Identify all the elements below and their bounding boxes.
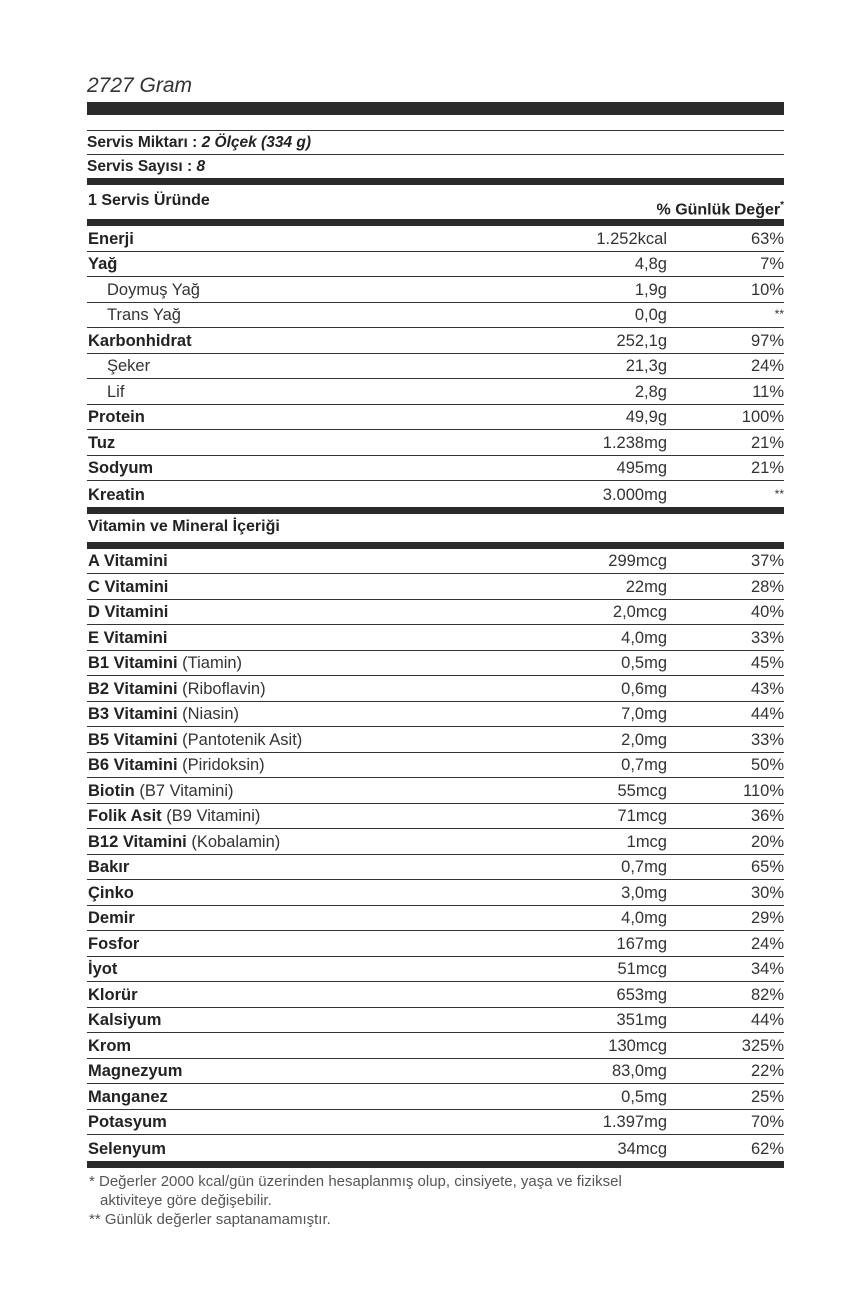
nutrient-row-daily-value: 10%	[750, 280, 784, 299]
daily-value-label: % Günlük Değer*	[656, 200, 784, 219]
vitamin-row-daily-value: 33%	[750, 730, 784, 749]
vitamin-row-amount: 2,0mcg	[612, 603, 667, 621]
footnote-not-established: ** Günlük değerler saptanamamıştır.	[89, 1211, 331, 1228]
vitamin-row	[87, 753, 784, 779]
vitamin-mineral-list	[87, 549, 784, 1161]
vitamin-row-daily-value: 70%	[750, 1113, 784, 1131]
vitamin-row-amount: 0,5mg	[621, 1087, 667, 1106]
vitamin-row-amount: 34mcg	[617, 1139, 667, 1158]
vitamin-row	[87, 880, 784, 906]
vitamin-row	[87, 625, 784, 651]
vitamin-row-name: Selenyum	[88, 1139, 166, 1158]
vitamin-row-amount: 3,0mg	[621, 883, 667, 902]
nutrient-row-amount: 3.000mg	[602, 485, 667, 504]
vitamin-row	[87, 600, 784, 626]
vitamin-row-note: (B9 Vitamini)	[161, 807, 261, 825]
nutrient-row-daily-value: 21%	[750, 459, 784, 477]
nutrient-row	[87, 430, 784, 456]
nutrient-row-name: Tuz	[88, 433, 116, 452]
divider-medium	[87, 507, 784, 514]
nutrient-row-daily-value: 24%	[750, 357, 784, 375]
vitamin-row-daily-value: 82%	[750, 985, 784, 1004]
vitamin-row-name: C Vitamini	[88, 577, 169, 596]
divider-thick	[87, 102, 784, 115]
vitamin-row-daily-value: 110%	[743, 781, 784, 800]
vitamin-row-amount: 0,7mg	[621, 858, 667, 876]
nutrition-facts-panel	[87, 72, 784, 1168]
nutrient-row-name: Şeker	[107, 357, 151, 375]
vitamin-row-daily-value: 325%	[741, 1036, 784, 1055]
nutrient-row-daily-value: 100%	[741, 408, 784, 426]
vitamin-row	[87, 1033, 784, 1059]
vitamin-row-daily-value: 24%	[750, 934, 784, 953]
nutrient-row	[87, 328, 784, 354]
nutrient-row-amount: 0,0g	[634, 306, 667, 324]
vitamin-row-name: B2 Vitamini (Riboflavin)	[88, 679, 266, 698]
vitamin-row-daily-value: 25%	[750, 1087, 784, 1106]
vitamin-row-name: Fosfor	[88, 934, 140, 953]
vitamin-row	[87, 931, 784, 957]
divider-medium	[87, 219, 784, 226]
vitamin-row	[87, 804, 784, 830]
vitamin-row-amount: 51mcg	[617, 960, 667, 978]
serving-size-value: 2 Ölçek (334 g)	[201, 134, 312, 151]
serving-count-label: Servis Sayısı :	[87, 158, 193, 175]
vitamin-row-amount: 351mg	[616, 1011, 667, 1029]
nutrient-row	[87, 277, 784, 303]
nutrient-row-amount: 252,1g	[616, 331, 667, 350]
vitamin-row-note: (Pantotenik Asit)	[177, 730, 303, 749]
vitamin-row-daily-value: 43%	[750, 679, 784, 698]
vitamin-row-amount: 0,5mg	[621, 654, 667, 672]
vitamin-row-amount: 2,0mg	[621, 730, 667, 749]
nutrient-row-name: Trans Yağ	[107, 306, 181, 324]
nutrient-row-amount: 1.252kcal	[596, 229, 667, 248]
nutrient-row-name: Kreatin	[88, 485, 145, 504]
vitamin-row-name: Manganez	[88, 1087, 168, 1106]
nutrient-list	[87, 226, 784, 507]
vitamin-row-name: Çinko	[88, 883, 134, 902]
vitamin-row	[87, 574, 784, 600]
vitamin-row-name: Krom	[88, 1036, 132, 1055]
vitamin-row	[87, 906, 784, 932]
vitamin-row	[87, 982, 784, 1008]
vitamin-row-name: A Vitamini	[88, 552, 168, 570]
nutrient-row-name: Sodyum	[88, 459, 154, 477]
footnote-daily-value: * Değerler 2000 kcal/gün üzerinden hesaplanmış olup, cinsiyete, yaşa ve fiziksel	[89, 1173, 622, 1190]
per-serving-label: 1 Servis Üründe	[88, 192, 210, 209]
vitamin-row	[87, 702, 784, 728]
nutrient-row-amount: 1,9g	[634, 280, 667, 299]
vitamin-row-amount: 0,6mg	[621, 679, 667, 698]
vitamin-row-note: (Tiamin)	[177, 654, 243, 672]
nutrient-row-name: Yağ	[88, 255, 118, 273]
vitamin-row-daily-value: 34%	[750, 960, 784, 978]
vitamin-row-daily-value: 62%	[750, 1139, 784, 1158]
vitamin-row-amount: 4,0mg	[621, 628, 667, 647]
vitamin-row-daily-value: 45%	[750, 654, 784, 672]
vitamin-row	[87, 676, 784, 702]
vitamin-row-daily-value: 20%	[750, 832, 784, 851]
vitamin-row-daily-value: 40%	[750, 603, 784, 621]
vitamin-row-name: Magnezyum	[88, 1062, 183, 1080]
vitamin-row-name: Folik Asit (B9 Vitamini)	[88, 807, 261, 825]
nutrient-row-name: Enerji	[88, 229, 134, 248]
vitamin-mineral-header: Vitamin ve Mineral İçeriği	[88, 517, 280, 535]
vitamin-row-daily-value: 28%	[750, 577, 784, 596]
vitamin-row-name: B3 Vitamini (Niasin)	[88, 705, 239, 723]
product-weight-title: 2727 Gram	[87, 74, 193, 97]
vitamin-row-note: (Niasin)	[177, 705, 239, 723]
nutrient-row-daily-value: 97%	[750, 331, 784, 350]
vitamin-row-amount: 0,7mg	[621, 756, 667, 774]
nutrient-row	[87, 303, 784, 329]
vitamin-row	[87, 957, 784, 983]
vitamin-row-daily-value: 36%	[750, 807, 784, 825]
nutrient-row	[87, 252, 784, 278]
vitamin-row	[87, 1135, 784, 1161]
vitamin-row-name: Biotin (B7 Vitamini)	[88, 781, 234, 800]
nutrient-row	[87, 481, 784, 507]
vitamin-row-amount: 653mg	[616, 985, 667, 1004]
vitamin-row-name: D Vitamini	[88, 603, 169, 621]
vitamin-row-amount: 1mcg	[626, 832, 667, 851]
vitamin-row-note: (Riboflavin)	[177, 679, 266, 698]
nutrient-row	[87, 226, 784, 252]
vitamin-row-amount: 167mg	[616, 934, 667, 953]
vitamin-row-name: Bakır	[88, 858, 130, 876]
nutrient-row-daily-value: 11%	[752, 382, 784, 401]
nutrient-row-amount: 49,9g	[625, 408, 667, 426]
nutrient-row-name: Protein	[88, 408, 145, 426]
vitamin-row-name: Kalsiyum	[88, 1011, 162, 1029]
nutrient-row-daily-value: **	[774, 486, 784, 501]
divider-medium	[87, 542, 784, 549]
vitamin-row	[87, 778, 784, 804]
serving-count-value: 8	[196, 158, 206, 175]
vitamin-row-daily-value: 30%	[750, 883, 784, 902]
nutrient-row-name: Doymuş Yağ	[107, 280, 200, 299]
serving-count-row	[87, 155, 784, 178]
footnote-daily-value-cont: aktiviteye göre değişebilir.	[100, 1192, 272, 1209]
vitamin-row-name: İyot	[88, 960, 118, 978]
vitamin-row-daily-value: 37%	[750, 552, 784, 570]
vitamin-row-note: (Piridoksin)	[177, 756, 265, 774]
serving-size-row	[87, 131, 784, 155]
nutrient-row-name: Karbonhidrat	[88, 331, 192, 350]
nutrient-row-daily-value: **	[774, 307, 784, 321]
vitamin-row-daily-value: 65%	[750, 858, 784, 876]
nutrient-row-amount: 1.238mg	[602, 433, 667, 452]
nutrient-row-daily-value: 21%	[750, 433, 784, 452]
vitamin-row-name: Potasyum	[88, 1113, 167, 1131]
vitamin-row-amount: 22mg	[625, 577, 667, 596]
nutrient-row	[87, 456, 784, 482]
vitamin-row	[87, 1110, 784, 1136]
vitamin-row-amount: 71mcg	[617, 807, 667, 825]
vitamin-row-name: B6 Vitamini (Piridoksin)	[88, 756, 265, 774]
nutrient-row-amount: 4,8g	[634, 255, 667, 273]
serving-size-label: Servis Miktarı :	[87, 134, 198, 151]
vitamin-row-daily-value: 29%	[750, 909, 784, 927]
nutrient-row-name: Lif	[107, 382, 125, 401]
vitamin-row-note: (B7 Vitamini)	[134, 781, 234, 800]
vitamin-row-daily-value: 50%	[750, 756, 784, 774]
nutrient-row	[87, 405, 784, 431]
vitamin-row-daily-value: 33%	[750, 628, 784, 647]
vitamin-row-name: B12 Vitamini (Kobalamin)	[88, 832, 281, 851]
vitamin-row	[87, 1008, 784, 1034]
vitamin-row-amount: 4,0mg	[621, 909, 667, 927]
vitamin-row-amount: 1.397mg	[602, 1113, 667, 1131]
nutrient-row-daily-value: 63%	[750, 229, 784, 248]
vitamin-row-daily-value: 22%	[750, 1062, 784, 1080]
nutrient-row-daily-value: 7%	[760, 255, 784, 273]
vitamin-row-daily-value: 44%	[750, 1011, 784, 1029]
vitamin-row-amount: 7,0mg	[621, 705, 667, 723]
vitamin-row	[87, 1059, 784, 1085]
vitamin-row-amount: 83,0mg	[611, 1062, 667, 1080]
vitamin-row	[87, 727, 784, 753]
vitamin-row-amount: 55mcg	[617, 781, 667, 800]
vitamin-row	[87, 1084, 784, 1110]
vitamin-row-amount: 130mcg	[608, 1036, 667, 1055]
vitamin-row	[87, 549, 784, 575]
vitamin-row-name: Klorür	[88, 985, 138, 1004]
nutrient-row-amount: 2,8g	[634, 382, 667, 401]
vitamin-row	[87, 855, 784, 881]
vitamin-row	[87, 651, 784, 677]
vitamin-row-amount: 299mcg	[608, 552, 667, 570]
vitamin-row-name: Demir	[88, 909, 135, 927]
nutrient-row-amount: 21,3g	[625, 357, 667, 375]
vitamin-row-name: E Vitamini	[88, 628, 168, 647]
vitamin-row-note: (Kobalamin)	[186, 832, 281, 851]
nutrient-row	[87, 379, 784, 405]
footnotes	[89, 1172, 622, 1229]
daily-value-footnote-mark: *	[780, 200, 784, 211]
nutrient-row-amount: 495mg	[616, 459, 667, 477]
per-serving-header	[87, 185, 784, 219]
divider-medium	[87, 1161, 784, 1168]
vitamin-row-daily-value: 44%	[750, 705, 784, 723]
vitamin-row-name: B5 Vitamini (Pantotenik Asit)	[88, 730, 303, 749]
nutrient-row	[87, 354, 784, 380]
vitamin-row	[87, 829, 784, 855]
vitamin-row-name: B1 Vitamini (Tiamin)	[88, 654, 243, 672]
divider-medium	[87, 178, 784, 185]
